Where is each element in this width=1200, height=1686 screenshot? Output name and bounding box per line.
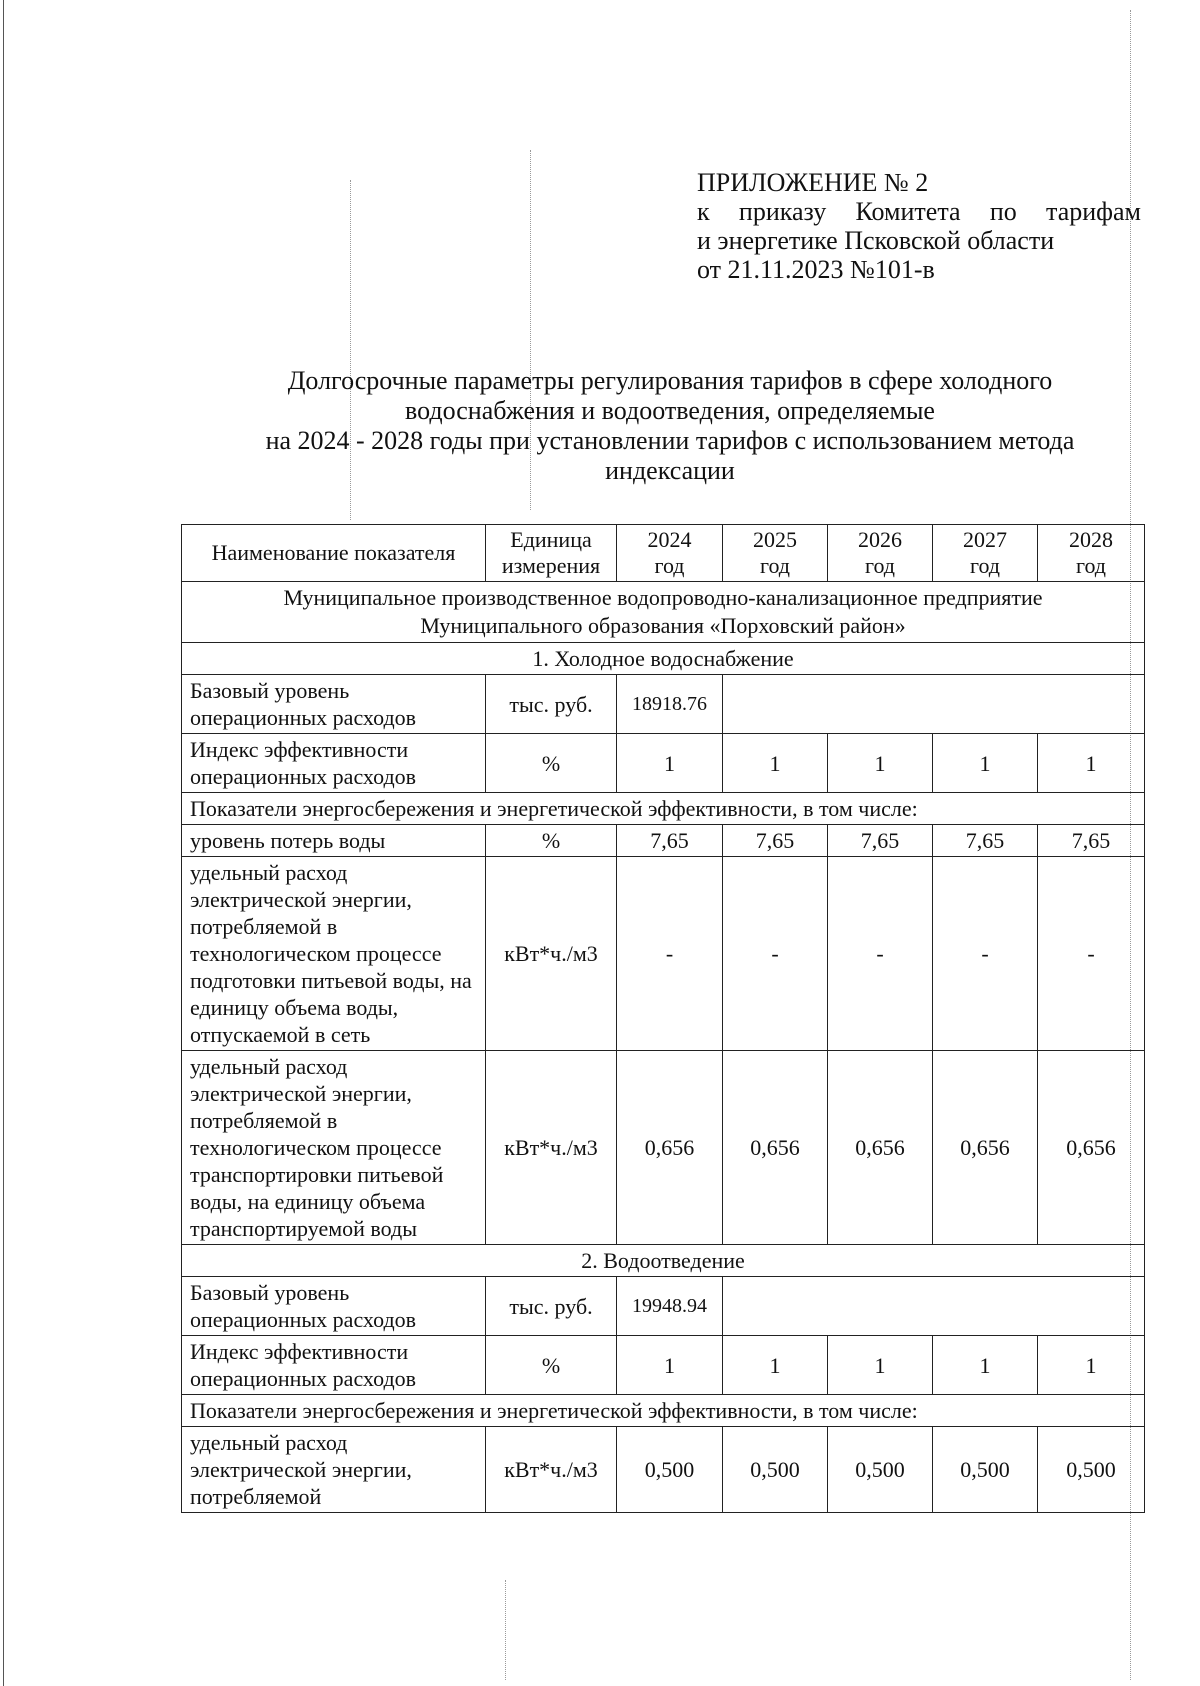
table-row	[182, 1427, 1145, 1513]
row-name: удельный расход электрической энергии, потребляемой в технологическом процессе подготовки питьевой воды, на единицу объема воды, отпускаемой в сеть	[182, 857, 486, 1051]
table-row	[182, 857, 1145, 1051]
row-value: 0,656	[723, 1051, 828, 1245]
row-value: 1	[1038, 1336, 1145, 1395]
appendix-committee-line: и энергетике Псковской области	[697, 226, 1055, 255]
row-value: 1	[617, 1336, 723, 1395]
appendix-date-line: от 21.11.2023 №101-в	[697, 255, 935, 284]
section-row	[182, 1245, 1145, 1277]
section-title-wastewater: 2. Водоотведение	[182, 1245, 1145, 1277]
header-year-2025: 2025 год	[723, 525, 828, 582]
row-value: 1	[723, 1336, 828, 1395]
section-row	[182, 643, 1145, 675]
row-value: 0,656	[1038, 1051, 1145, 1245]
row-value: -	[617, 857, 723, 1051]
energy-indicators-header: Показатели энергосбережения и энергетической эффективности, в том числе:	[182, 1395, 1145, 1427]
header-year-2027: 2027 год	[933, 525, 1038, 582]
row-value: 7,65	[617, 825, 723, 857]
row-name: Базовый уровень операционных расходов	[182, 675, 486, 734]
row-unit: %	[486, 1336, 617, 1395]
row-value: 0,500	[1038, 1427, 1145, 1513]
row-value: 0,500	[933, 1427, 1038, 1513]
row-unit: кВт*ч./м3	[486, 1427, 617, 1513]
row-name: Базовый уровень операционных расходов	[182, 1277, 486, 1336]
row-value: -	[723, 857, 828, 1051]
title-line: водоснабжения и водоотведения, определяемые	[405, 396, 935, 425]
row-empty	[723, 1277, 1145, 1336]
subheader-row	[182, 1395, 1145, 1427]
table-row	[182, 825, 1145, 857]
header-year-2024: 2024 год	[617, 525, 723, 582]
header-indicator-name: Наименование показателя	[182, 525, 486, 582]
row-value: 1	[723, 734, 828, 793]
row-name: уровень потерь воды	[182, 825, 486, 857]
row-value: 0,656	[933, 1051, 1038, 1245]
row-unit: тыс. руб.	[486, 1277, 617, 1336]
row-value: 1	[1038, 734, 1145, 793]
row-unit: %	[486, 825, 617, 857]
row-value: 19948.94	[617, 1277, 723, 1336]
header-year-2026: 2026 год	[828, 525, 933, 582]
title-line: на 2024 - 2028 годы при установлении тарифов с использованием метода	[265, 426, 1075, 455]
organization-name: Муниципальное производственное водопроводно-канализационное предприятие Муниципального образования «Порховский район»	[182, 582, 1145, 643]
table-row	[182, 1277, 1145, 1336]
row-value: -	[1038, 857, 1145, 1051]
row-value: 7,65	[933, 825, 1038, 857]
row-empty	[723, 675, 1145, 734]
document-title	[190, 366, 1150, 486]
appendix-number: ПРИЛОЖЕНИЕ № 2	[697, 168, 929, 197]
header-year-2028: 2028 год	[1038, 525, 1145, 582]
row-value: -	[828, 857, 933, 1051]
row-name: Индекс эффективности операционных расходов	[182, 734, 486, 793]
appendix-header	[697, 168, 1141, 284]
row-unit: тыс. руб.	[486, 675, 617, 734]
parameters-table	[181, 524, 1145, 1513]
row-name: удельный расход электрической энергии, потребляемой	[182, 1427, 486, 1513]
row-value: 1	[617, 734, 723, 793]
organization-row	[182, 582, 1145, 643]
row-name: Индекс эффективности операционных расходов	[182, 1336, 486, 1395]
table-row	[182, 1051, 1145, 1245]
appendix-order-line: к приказу Комитета по тарифам	[697, 197, 1141, 226]
row-value: 1	[933, 1336, 1038, 1395]
title-line: индексации	[605, 456, 735, 485]
row-value: 1	[828, 1336, 933, 1395]
row-unit: кВт*ч./м3	[486, 1051, 617, 1245]
row-value: 0,500	[723, 1427, 828, 1513]
row-value: 0,500	[617, 1427, 723, 1513]
row-value: 7,65	[1038, 825, 1145, 857]
energy-indicators-header: Показатели энергосбережения и энергетической эффективности, в том числе:	[182, 793, 1145, 825]
scan-artifact-line	[505, 1580, 506, 1680]
row-value: 7,65	[723, 825, 828, 857]
row-unit: %	[486, 734, 617, 793]
row-value: 0,656	[617, 1051, 723, 1245]
row-unit: кВт*ч./м3	[486, 857, 617, 1051]
title-line: Долгосрочные параметры регулирования тарифов в сфере холодного	[287, 366, 1053, 395]
row-value: 1	[933, 734, 1038, 793]
table-row	[182, 734, 1145, 793]
table-row	[182, 1336, 1145, 1395]
row-name: удельный расход электрической энергии, потребляемой в технологическом процессе транспортировки питьевой воды, на единицу объема транспортируемой воды	[182, 1051, 486, 1245]
subheader-row	[182, 793, 1145, 825]
row-value: 0,656	[828, 1051, 933, 1245]
row-value: 18918.76	[617, 675, 723, 734]
header-unit: Единица измерения	[486, 525, 617, 582]
scan-left-edge	[3, 0, 4, 1686]
table-header-row	[182, 525, 1145, 582]
row-value: 7,65	[828, 825, 933, 857]
row-value: 1	[828, 734, 933, 793]
table-row	[182, 675, 1145, 734]
section-title-cold-water: 1. Холодное водоснабжение	[182, 643, 1145, 675]
row-value: 0,500	[828, 1427, 933, 1513]
row-value: -	[933, 857, 1038, 1051]
